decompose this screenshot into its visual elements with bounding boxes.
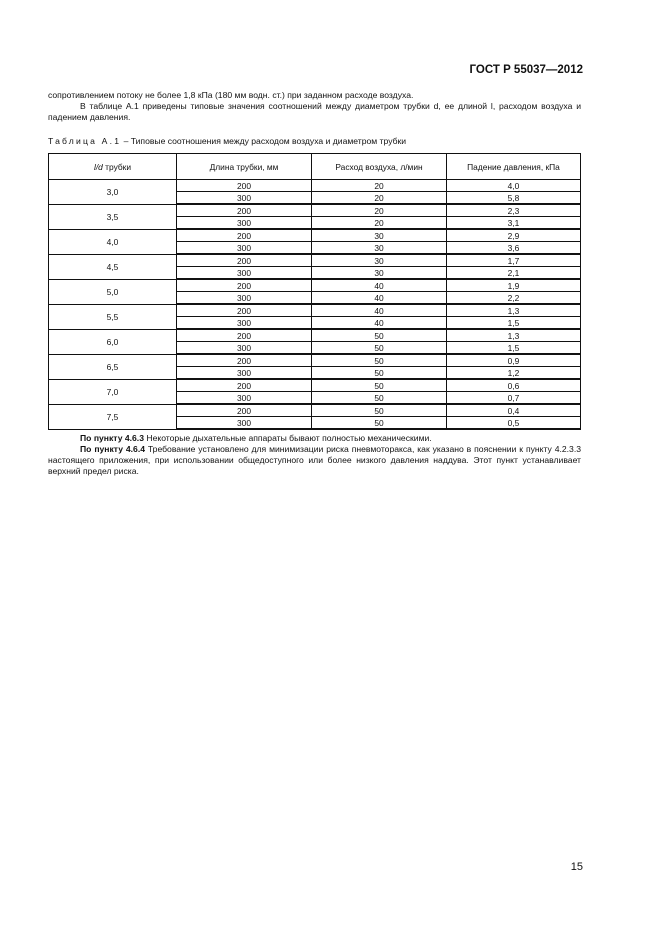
cell-length: 300	[177, 342, 312, 355]
cell-ld: 4,5	[49, 254, 177, 279]
cell-flow: 20	[312, 217, 447, 230]
cell-drop: 2,1	[447, 267, 581, 280]
table-row	[49, 254, 581, 267]
cell-drop: 1,7	[447, 254, 581, 267]
cell-drop: 1,5	[447, 342, 581, 355]
table-row	[49, 279, 581, 292]
cell-ld: 3,0	[49, 180, 177, 205]
header-ld-rest: трубки	[102, 161, 131, 172]
cell-flow: 50	[312, 417, 447, 430]
cell-ld: 6,0	[49, 329, 177, 354]
cell-flow: 30	[312, 254, 447, 267]
paragraph-table-intro: В таблице А.1 приведены типовые значения соотношений между диаметром трубки d, ее длиной l, расходом воздуха и падением давления.	[48, 101, 581, 122]
cell-drop: 1,3	[447, 304, 581, 317]
cell-flow: 30	[312, 229, 447, 242]
table-row	[49, 204, 581, 217]
cell-drop: 1,2	[447, 367, 581, 380]
note-label: По пункту 4.6.4	[80, 444, 145, 454]
cell-drop: 1,5	[447, 317, 581, 330]
cell-drop: 3,6	[447, 242, 581, 255]
cell-length: 300	[177, 242, 312, 255]
cell-drop: 2,3	[447, 204, 581, 217]
cell-ld: 3,5	[49, 204, 177, 229]
cell-ld: 7,5	[49, 404, 177, 429]
cell-flow: 20	[312, 180, 447, 192]
header-flow: Расход воздуха, л/мин	[312, 154, 447, 180]
cell-flow: 30	[312, 267, 447, 280]
cell-ld: 7,0	[49, 379, 177, 404]
cell-flow: 30	[312, 242, 447, 255]
cell-length: 300	[177, 217, 312, 230]
cell-ld: 6,5	[49, 354, 177, 379]
notes-section	[48, 433, 581, 477]
cell-drop: 0,6	[447, 379, 581, 392]
table-header-row	[49, 154, 581, 180]
table-body	[49, 180, 581, 430]
cell-length: 200	[177, 254, 312, 267]
cell-length: 200	[177, 379, 312, 392]
cell-flow: 50	[312, 404, 447, 417]
table-caption-text: – Типовые соотношения между расходом воздуха и диаметром трубки	[121, 136, 407, 146]
cell-flow: 20	[312, 192, 447, 205]
cell-length: 200	[177, 180, 312, 192]
cell-flow: 50	[312, 367, 447, 380]
table-row	[49, 404, 581, 417]
cell-drop: 2,9	[447, 229, 581, 242]
table-row	[49, 354, 581, 367]
cell-drop: 3,1	[447, 217, 581, 230]
cell-drop: 4,0	[447, 180, 581, 192]
header-drop: Падение давления, кПа	[447, 154, 581, 180]
cell-drop: 0,9	[447, 354, 581, 367]
page-number: 15	[570, 861, 583, 873]
cell-ld: 4,0	[49, 229, 177, 254]
paragraph-continuation: сопротивлением потоку не более 1,8 кПа (180 мм водн. ст.) при заданном расходе воздуха.	[48, 90, 414, 100]
cell-length: 200	[177, 329, 312, 342]
cell-length: 200	[177, 404, 312, 417]
cell-length: 300	[177, 267, 312, 280]
cell-length: 200	[177, 304, 312, 317]
cell-flow: 50	[312, 329, 447, 342]
cell-flow: 20	[312, 204, 447, 217]
cell-length: 300	[177, 292, 312, 305]
cell-drop: 0,4	[447, 404, 581, 417]
cell-flow: 40	[312, 279, 447, 292]
cell-drop: 0,7	[447, 392, 581, 405]
data-table	[48, 153, 581, 430]
table-caption	[48, 136, 406, 146]
cell-length: 300	[177, 317, 312, 330]
cell-drop: 5,8	[447, 192, 581, 205]
cell-flow: 50	[312, 342, 447, 355]
cell-length: 200	[177, 204, 312, 217]
cell-length: 200	[177, 354, 312, 367]
table-row	[49, 180, 581, 192]
header-ld-italic: l/d	[93, 161, 103, 172]
cell-length: 200	[177, 229, 312, 242]
table-row	[49, 229, 581, 242]
cell-flow: 50	[312, 354, 447, 367]
cell-ld: 5,5	[49, 304, 177, 329]
cell-drop: 1,9	[447, 279, 581, 292]
note-4-6-3	[48, 433, 581, 444]
cell-flow: 40	[312, 292, 447, 305]
note-text: Требование установлено для минимизации риска пневмоторакса, как указано в пояснении к пункту 4.2.3.3 настоящего приложения, при использовании общедоступного или более низкого давления наддува. Этот пункт устанавливает верхний предел риска.	[48, 444, 581, 476]
table-row	[49, 329, 581, 342]
header-length: Длина трубки, мм	[177, 154, 312, 180]
cell-flow: 40	[312, 304, 447, 317]
cell-drop: 1,3	[447, 329, 581, 342]
cell-flow: 40	[312, 317, 447, 330]
document-header: ГОСТ Р 55037—2012	[469, 64, 583, 76]
note-label: По пункту 4.6.3	[80, 433, 144, 443]
cell-length: 300	[177, 417, 312, 430]
cell-length: 300	[177, 392, 312, 405]
table-row	[49, 304, 581, 317]
cell-length: 300	[177, 367, 312, 380]
cell-length: 300	[177, 192, 312, 205]
cell-flow: 50	[312, 392, 447, 405]
header-ld	[49, 154, 177, 180]
cell-drop: 0,5	[447, 417, 581, 430]
cell-length: 200	[177, 279, 312, 292]
cell-drop: 2,2	[447, 292, 581, 305]
note-text: Некоторые дыхательные аппараты бывают полностью механическими.	[143, 433, 432, 443]
cell-ld: 5,0	[49, 279, 177, 304]
table-caption-label: Таблица А.1	[48, 136, 122, 146]
table-row	[49, 379, 581, 392]
note-4-6-4	[48, 444, 581, 477]
cell-flow: 50	[312, 379, 447, 392]
